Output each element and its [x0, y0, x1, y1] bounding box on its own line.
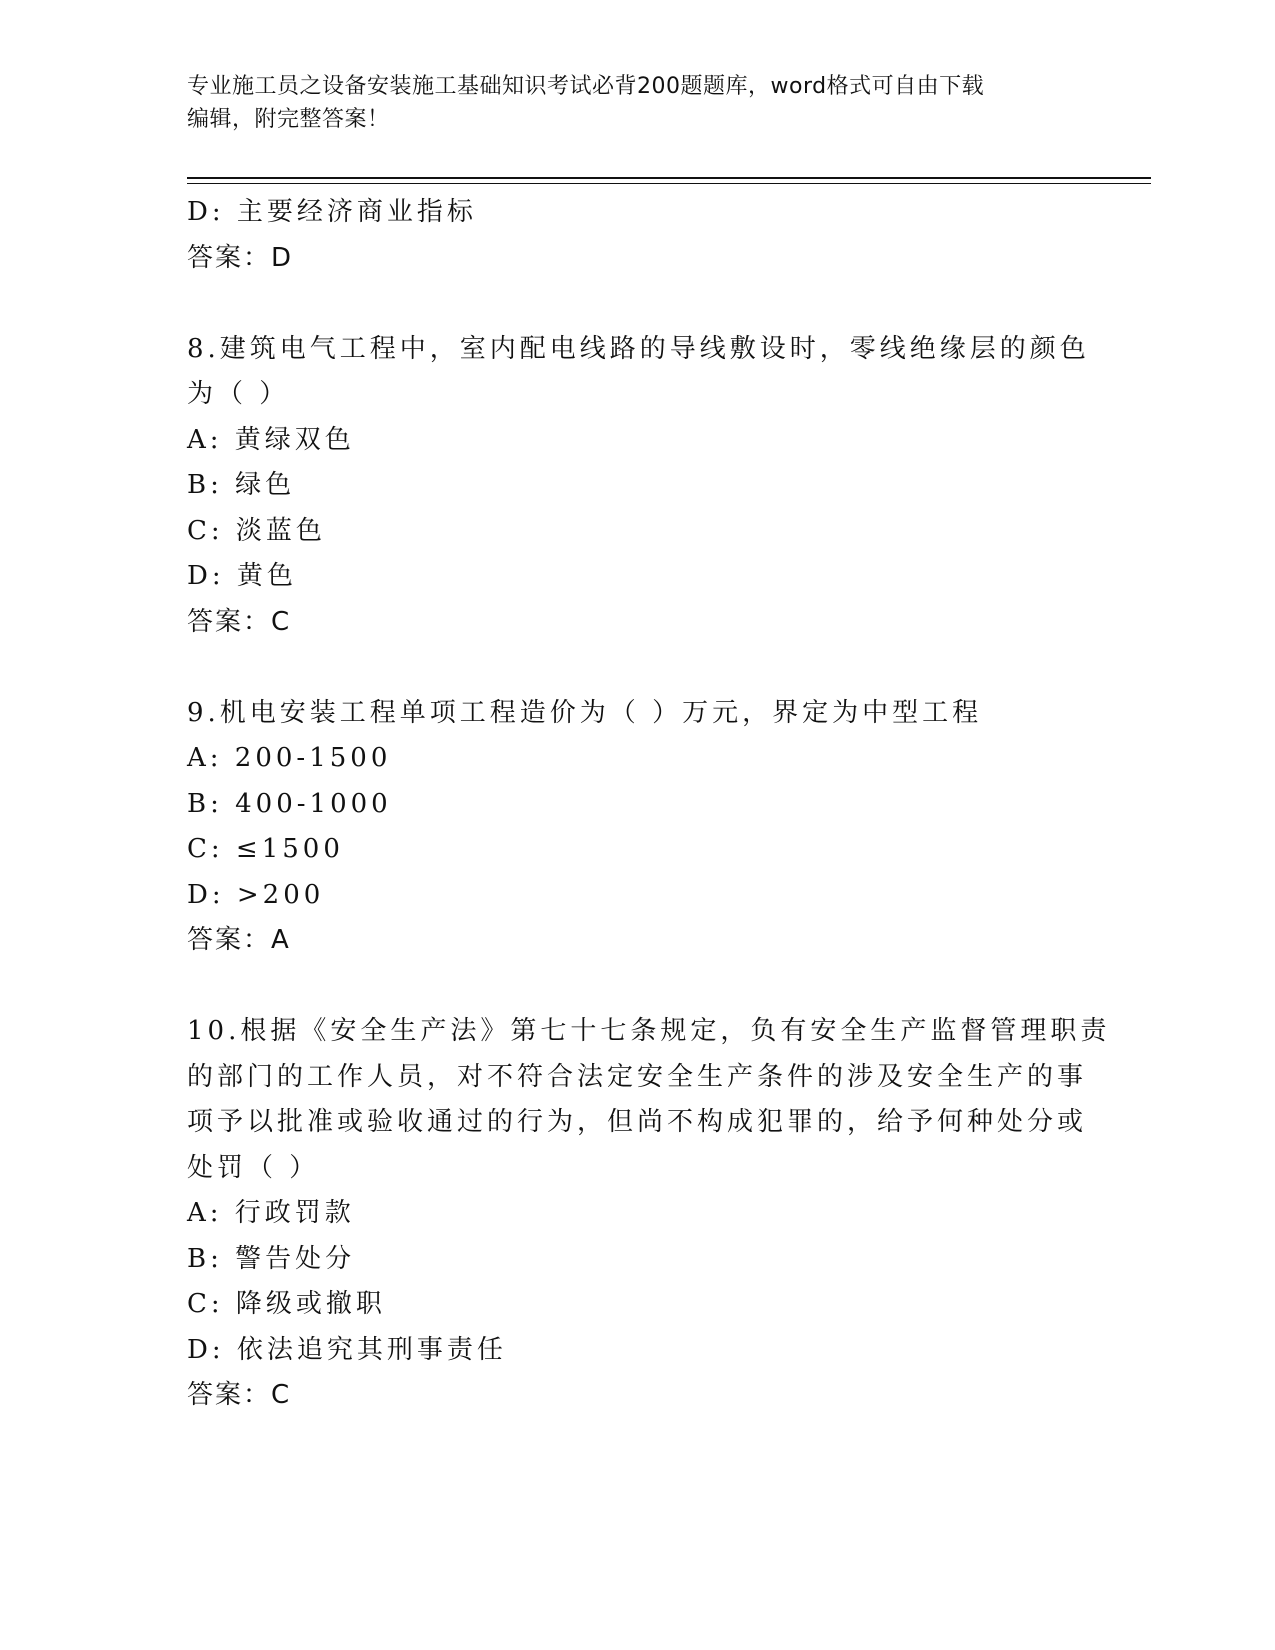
- option-c: C: 淡蓝色: [187, 515, 326, 546]
- option-c: C: ≤1500: [187, 834, 344, 864]
- option-d: D: 依法追究其刑事责任: [187, 1334, 507, 1365]
- option-a: A: 行政罚款: [187, 1198, 355, 1228]
- option-c: C: 降级或撤职: [187, 1289, 386, 1319]
- option-d: D: 主要经济商业指标: [187, 197, 477, 227]
- option-a: A: 200-1500: [187, 743, 392, 773]
- question-text: 的部门的工作人员，对不符合法定安全生产条件的涉及安全生产的事: [187, 1061, 1088, 1092]
- question-text: 项予以批准或验收通过的行为，但尚不构成犯罪的，给予何种处分或: [187, 1107, 1088, 1137]
- option-d: D: 黄色: [187, 561, 297, 591]
- spacer: [187, 645, 1087, 691]
- option-b: B: 400-1000: [187, 788, 392, 819]
- question-text: 10.根据《安全生产法》第七十七条规定，负有安全生产监督管理职责: [187, 1016, 1111, 1046]
- question-9: [187, 691, 1087, 964]
- question-10: [187, 1009, 1111, 1419]
- header-divider-thick: [187, 177, 1151, 179]
- question-list: [187, 190, 1111, 1419]
- option-d: D: >200: [187, 879, 325, 910]
- header-title-line-1: 专业施工员之设备安装施工基础知识考试必背200题题库，word格式可自由下载: [187, 74, 985, 99]
- answer: 答案：C: [187, 606, 292, 637]
- answer: 答案：C: [187, 1380, 292, 1410]
- question-8: [187, 327, 1090, 646]
- option-b: B: 绿色: [187, 470, 296, 500]
- document-header: [187, 70, 1087, 136]
- question-text: 为（ ）: [187, 379, 290, 409]
- question-text: 处罚（ ）: [187, 1152, 320, 1183]
- question-text: 9.机电安装工程单项工程造价为（ ）万元，界定为中型工程: [187, 697, 983, 728]
- option-b: B: 警告处分: [187, 1243, 356, 1274]
- answer: 答案：A: [187, 925, 291, 955]
- question-text: 8.建筑电气工程中，室内配电线路的导线敷设时，零线绝缘层的颜色: [187, 333, 1090, 364]
- spacer: [187, 964, 1087, 1010]
- header-divider-thin: [187, 183, 1151, 184]
- header-title-line-2: 编辑，附完整答案！: [187, 107, 390, 132]
- question-7-tail: [187, 190, 1087, 281]
- answer: 答案：D: [187, 242, 294, 273]
- option-a: A: 黄绿双色: [187, 424, 355, 455]
- spacer: [187, 281, 1087, 327]
